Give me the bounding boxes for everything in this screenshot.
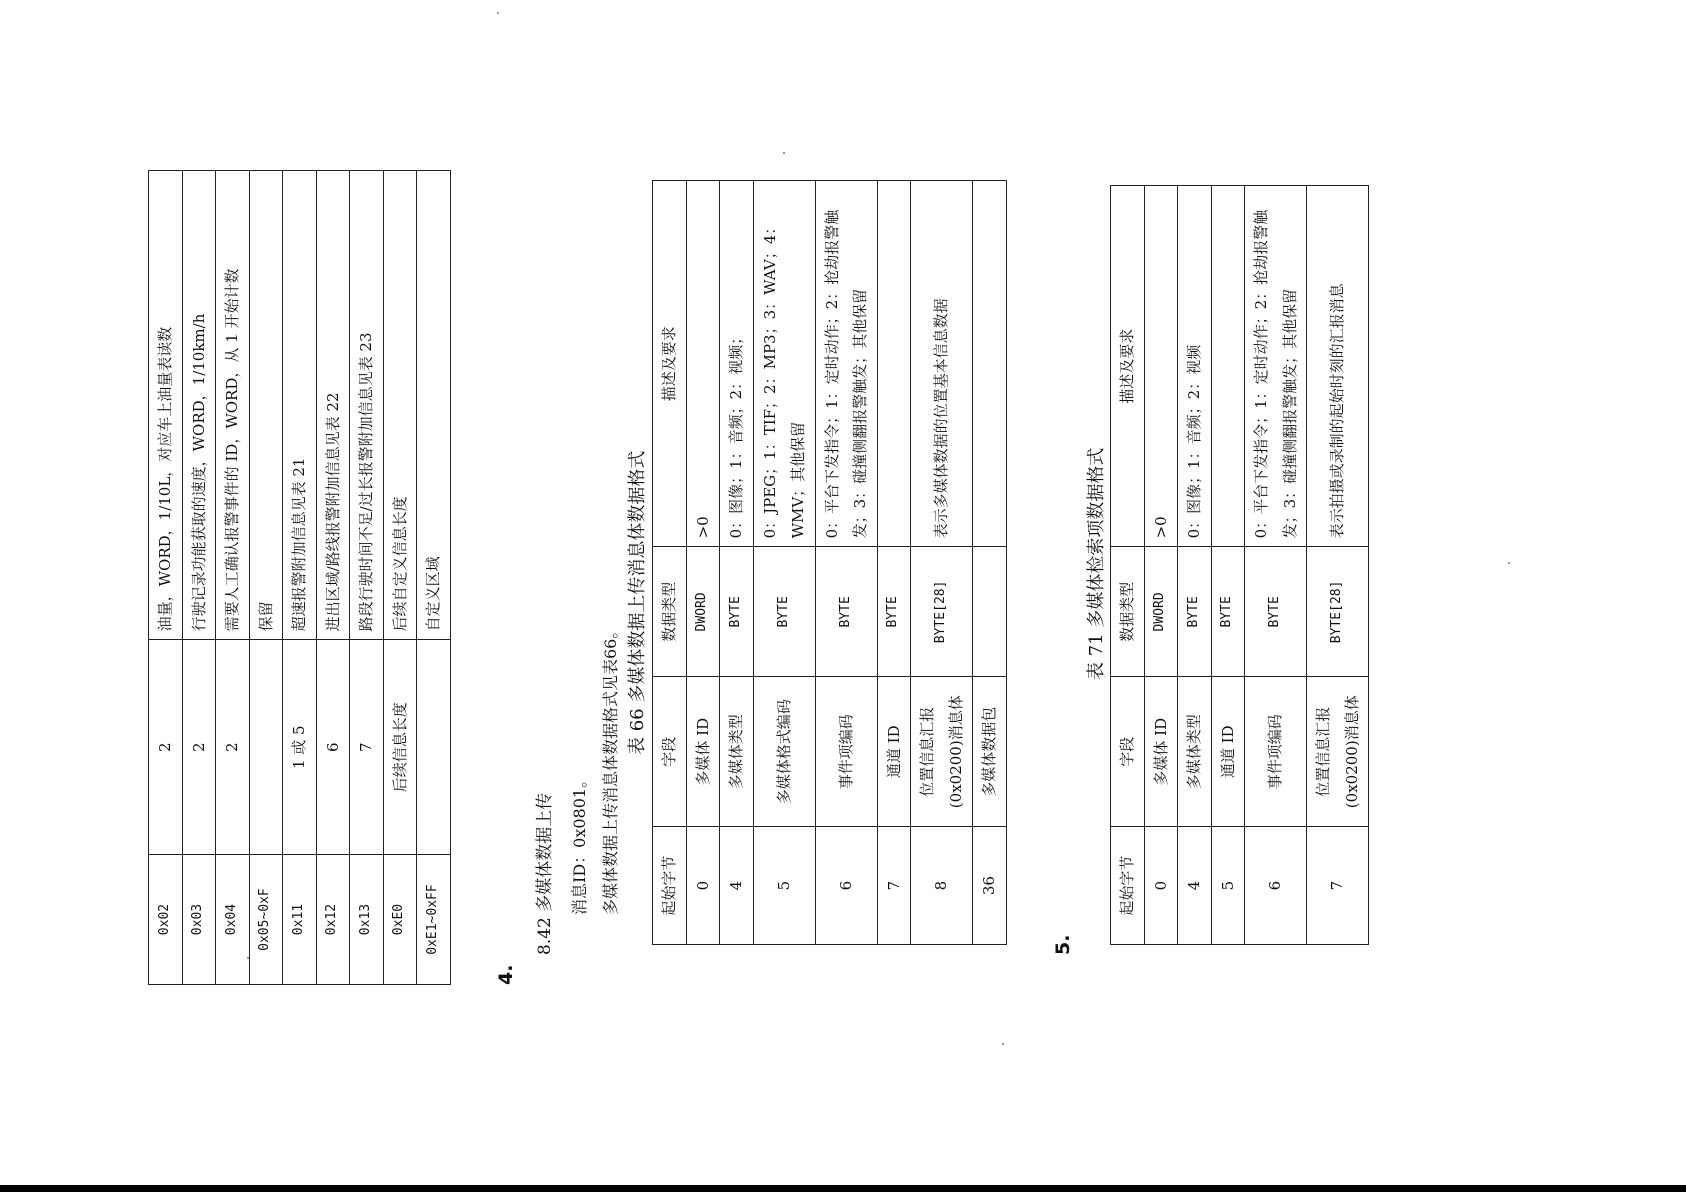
table-cell: 进出区域/路线报警附加信息见表 22 xyxy=(316,171,350,640)
table-cell: >0 xyxy=(1144,186,1178,547)
table-cell: 0：图像；1：音频；2：视频； xyxy=(720,181,754,547)
section4-desc-block xyxy=(598,623,621,915)
table-cell: BYTE xyxy=(877,547,911,677)
table-cell: 多媒体类型 xyxy=(720,677,754,827)
scan-edge xyxy=(0,1185,1686,1192)
table-row xyxy=(1144,186,1178,945)
table-cell: BYTE xyxy=(720,547,754,677)
table-cell: 4 xyxy=(1178,827,1212,945)
column-header: 起始字节 xyxy=(653,827,687,945)
section4-title-block xyxy=(530,793,555,955)
table-cell: BYTE xyxy=(1211,547,1245,677)
table-cell: 多媒体类型 xyxy=(1178,677,1212,827)
table-cell: 表示多媒体数据的位置基本信息数据 xyxy=(911,181,973,547)
table-cell: 多媒体 ID xyxy=(686,677,720,827)
section-title: 8.42 多媒体数据上传 xyxy=(535,792,555,955)
message-id: 消息ID：0x0801。 xyxy=(570,771,589,915)
table-cell: 0xE0 xyxy=(383,855,417,985)
table-cell: 0xE1~0xFF xyxy=(417,855,451,985)
table-cell: 自定义区域 xyxy=(417,171,451,640)
column-header: 数据类型 xyxy=(653,547,687,677)
table-row xyxy=(1307,186,1369,945)
table-71 xyxy=(1110,185,1369,945)
table-cell: BYTE xyxy=(815,547,877,677)
column-header: 描述及要求 xyxy=(653,181,687,547)
table-cell: BYTE[28] xyxy=(911,547,973,677)
table-cell: 需要人工确认报警事件的 ID，WORD，从 1 开始计数 xyxy=(216,171,250,640)
table-cell: >0 xyxy=(686,181,720,547)
table-row xyxy=(216,171,250,985)
section-number: 5. xyxy=(1052,934,1074,955)
table-cell: 通道 ID xyxy=(877,677,911,827)
section4-number-block xyxy=(495,965,517,985)
column-header: 起始字节 xyxy=(1111,827,1145,945)
table-cell: 事件项编码 xyxy=(1245,677,1307,827)
table-cell xyxy=(973,181,1007,547)
table-cell: 0：平台下发指令；1：定时动作；2：抢劫报警触发；3：碰撞侧翻报警触发；其他保留 xyxy=(1245,186,1307,547)
table-cell: 5 xyxy=(753,827,815,945)
table-cell: 0 xyxy=(686,827,720,945)
scan-speck xyxy=(783,152,785,154)
table-cell: 后续自定义信息长度 xyxy=(383,171,417,640)
table-cell: BYTE xyxy=(753,547,815,677)
column-header: 字段 xyxy=(653,677,687,827)
table-cell xyxy=(417,640,451,855)
column-header: 描述及要求 xyxy=(1111,186,1145,547)
section-number: 4. xyxy=(495,964,517,985)
section5-number-block xyxy=(1052,935,1074,955)
scan-speck xyxy=(247,957,249,959)
table-cell: 通道 ID xyxy=(1211,677,1245,827)
table-header-row xyxy=(1111,186,1145,945)
table-cell: BYTE[28] xyxy=(1307,547,1369,677)
table-top-block xyxy=(148,170,451,985)
table-cell: 多媒体格式编码 xyxy=(753,677,815,827)
table-row xyxy=(1245,186,1307,945)
table-cell: 0：平台下发指令；1：定时动作；2：抢劫报警触发；3：碰撞侧翻报警触发；其他保留 xyxy=(815,181,877,547)
table-cell: 超速报警附加信息见表 21 xyxy=(283,171,317,640)
table-row xyxy=(249,171,283,985)
table-row xyxy=(753,181,815,945)
table-row xyxy=(350,171,384,985)
table-row xyxy=(1211,186,1245,945)
table-cell: 36 xyxy=(973,827,1007,945)
table-cell: 0x05~0xF xyxy=(249,855,283,985)
table-row xyxy=(417,171,451,985)
table-row xyxy=(815,181,877,945)
table-cell: 8 xyxy=(911,827,973,945)
table-cell: BYTE xyxy=(1178,547,1212,677)
table-row xyxy=(973,181,1007,945)
table-cell: 表示拍摄或录制的起始时刻的汇报消息 xyxy=(1307,186,1369,547)
table-cell: 0 xyxy=(1144,827,1178,945)
scan-speck xyxy=(1002,1043,1004,1045)
table-cell: 0x12 xyxy=(316,855,350,985)
table-cell: DWORD xyxy=(1144,547,1178,677)
table-row xyxy=(182,171,216,985)
column-header: 数据类型 xyxy=(1111,547,1145,677)
column-header: 字段 xyxy=(1111,677,1145,827)
table-cell: 位置信息汇报(0x0200)消息体 xyxy=(911,677,973,827)
table-cell: 0：JPEG；1：TIF；2：MP3；3：WAV；4：WMV；其他保留 xyxy=(753,181,815,547)
table-row xyxy=(383,171,417,985)
scan-speck xyxy=(1508,562,1510,564)
table-row xyxy=(911,181,973,945)
table-cell: 后续信息长度 xyxy=(383,640,417,855)
table-row xyxy=(1178,186,1212,945)
description: 多媒体数据上传消息体数据格式见表66。 xyxy=(601,622,620,915)
table-row xyxy=(720,181,754,945)
table-cell: 行驶记录功能获取的速度，WORD，1/10km/h xyxy=(182,171,216,640)
table-row xyxy=(686,181,720,945)
table-cell: 4 xyxy=(720,827,754,945)
table-cell: 0x11 xyxy=(283,855,317,985)
table-cell: 路段行驶时间不足/过长报警附加信息见表 23 xyxy=(350,171,384,640)
table-cell: 6 xyxy=(316,640,350,855)
table-cell: 油量，WORD，1/10L，对应车上油量表读数 xyxy=(149,171,183,640)
table-row xyxy=(877,181,911,945)
table-cell: 0x04 xyxy=(216,855,250,985)
table-top xyxy=(148,170,451,985)
table-caption: 表 71 多媒体检索项数据格式 xyxy=(1086,447,1107,680)
table-cell: 7 xyxy=(1307,827,1369,945)
table66-block xyxy=(652,180,1007,945)
table71-block xyxy=(1110,185,1369,945)
table-cell: DWORD xyxy=(686,547,720,677)
table-cell xyxy=(1211,186,1245,547)
table-cell: 保留 xyxy=(249,171,283,640)
table-cell: 7 xyxy=(877,827,911,945)
table-cell: 6 xyxy=(815,827,877,945)
table-cell: 6 xyxy=(1245,827,1307,945)
table-cell: 0x02 xyxy=(149,855,183,985)
table-cell: 事件项编码 xyxy=(815,677,877,827)
table-cell: 0：图像；1：音频；2：视频 xyxy=(1178,186,1212,547)
table-cell: 多媒体 ID xyxy=(1144,677,1178,827)
table-cell: 多媒体数据包 xyxy=(973,677,1007,827)
table-cell: 2 xyxy=(216,640,250,855)
section4-msgid-block xyxy=(567,772,590,915)
table-cell: 位置信息汇报(0x0200)消息体 xyxy=(1307,677,1369,827)
table-cell: 0x03 xyxy=(182,855,216,985)
table-cell xyxy=(973,547,1007,677)
table-cell: 2 xyxy=(149,640,183,855)
table-row xyxy=(149,171,183,985)
table-cell xyxy=(249,640,283,855)
table-cell: 0x13 xyxy=(350,855,384,985)
table-caption: 表 66 多媒体数据上传消息体数据格式 xyxy=(627,450,648,755)
table-cell: 2 xyxy=(182,640,216,855)
table-66 xyxy=(652,180,1007,945)
table-cell: 1 或 5 xyxy=(283,640,317,855)
scan-speck xyxy=(497,12,499,14)
section4-caption-block xyxy=(623,451,649,755)
table-row xyxy=(316,171,350,985)
section5-caption-block xyxy=(1082,448,1108,680)
table-cell xyxy=(877,181,911,547)
table-header-row xyxy=(653,181,687,945)
table-row xyxy=(283,171,317,985)
table-cell: BYTE xyxy=(1245,547,1307,677)
table-cell: 5 xyxy=(1211,827,1245,945)
table-cell: 7 xyxy=(350,640,384,855)
